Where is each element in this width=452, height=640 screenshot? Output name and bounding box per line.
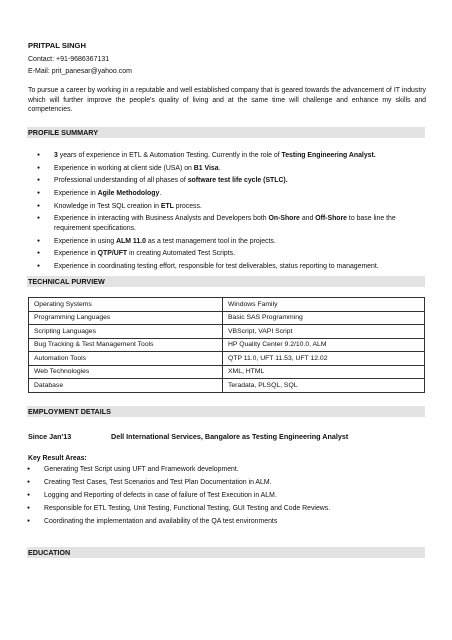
kra-item: ● Coordinating the implementation and availability of the QA test environments — [28, 517, 418, 527]
kra-item: ● Creating Test Cases, Test Scenarios and Test Plan Documentation in ALM. — [28, 478, 418, 488]
summary-emphasis: software test life cycle (STLC). — [187, 177, 288, 185]
table-row — [29, 379, 425, 393]
key-result-areas-list — [28, 465, 418, 529]
summary-text: . — [159, 190, 162, 198]
summary-text: Professional understanding of all phases of — [54, 177, 188, 185]
summary-text: and — [299, 215, 316, 223]
table-row — [29, 338, 425, 352]
skill-value: XML, HTML — [223, 365, 425, 379]
summary-text: Experience in coordinating testing effort, responsible for test deliverables, status reporting to management. — [54, 263, 379, 271]
summary-emphasis: ETL — [160, 202, 174, 210]
skill-category: Bug Tracking & Test Management Tools — [29, 338, 223, 352]
key-result-areas-title: Key Result Areas: — [28, 455, 87, 462]
summary-text: process. — [173, 202, 202, 210]
summary-text: years of experience in ETL & Automation Testing. Currently in the role of — [57, 152, 282, 159]
summary-emphasis: 3 — [54, 152, 58, 159]
skill-value: QTP 11.0, UFT 11.53, UFT 12.02 — [223, 352, 425, 366]
summary-text: as a test management tool in the projects. — [145, 237, 276, 245]
section-header-technical-purview: TECHNICAL PURVIEW — [27, 276, 425, 287]
employment-period: Since Jan'13 — [28, 432, 72, 441]
skill-value: Windows Family — [223, 298, 425, 312]
skill-value: VBScript, VAPI Script — [223, 325, 425, 339]
kra-item: ● Responsible for ETL Testing, Unit Testing, Functional Testing, GUI Testing and Code Reviews. — [28, 504, 418, 514]
candidate-name: PRITPAL SINGH — [28, 41, 86, 50]
summary-emphasis: On-Shore — [268, 215, 300, 223]
skill-category: Programming Languages — [29, 311, 223, 325]
summary-emphasis: Agile Methodology — [97, 190, 160, 198]
summary-emphasis: ALM 11.0 — [116, 237, 146, 245]
section-header-profile-summary: PROFILE SUMMARY — [27, 127, 425, 138]
summary-emphasis: B1 Visa — [193, 164, 219, 172]
summary-text: Experience in working at client side (USA) on — [54, 164, 194, 172]
kra-item: ● Logging and Reporting of defects in case of failure of Test Execution in ALM. — [28, 491, 418, 501]
career-objective: To pursue a career by working in a reputable and well established company that is geared towards the advancement of IT industry which will further improve the people's quality of living and at the same time will challenge and enhance my skills and competencies. — [28, 87, 426, 114]
contact-phone: Contact: +91-9686367131 — [28, 56, 110, 63]
table-row — [29, 365, 425, 379]
summary-item — [38, 249, 410, 259]
summary-text: Experience in — [54, 190, 98, 198]
summary-text: to base line the requirement specifications. — [54, 215, 396, 233]
skill-value: HP Quality Center 9.2/10.0, ALM — [223, 338, 425, 352]
summary-item — [38, 151, 410, 161]
summary-emphasis: QTP/UFT — [97, 250, 128, 258]
table-row — [29, 298, 425, 312]
contact-email: E-Mail: prit_panesar@yahoo.com — [28, 67, 132, 75]
summary-text: Experience in interacting with Business Analysts and Developers both — [54, 215, 269, 223]
skill-value: Teradata, PLSQL, SQL — [223, 379, 425, 393]
contact-block — [28, 54, 132, 77]
skill-category: Operating Systems — [29, 298, 223, 312]
summary-text: Knowledge in Test SQL creation in — [54, 202, 161, 210]
employment-company: Dell International Services, Bangalore as Testing Engineering Analyst — [111, 432, 349, 441]
summary-text: in creating Automated Test Scripts. — [127, 250, 236, 258]
summary-text: . — [218, 164, 221, 172]
table-row — [29, 352, 425, 366]
summary-emphasis: Testing Engineering Analyst. — [281, 152, 376, 159]
summary-emphasis: Off-Shore — [315, 215, 348, 223]
skill-category: Scripting Languages — [29, 325, 223, 339]
skill-category: Automation Tools — [29, 352, 223, 366]
kra-item: ● Generating Test Script using UFT and Framework development. — [28, 465, 418, 475]
table-row — [29, 311, 425, 325]
section-header-employment-details: EMPLOYMENT DETAILS — [27, 406, 425, 417]
summary-item — [38, 262, 410, 272]
summary-item — [38, 237, 410, 247]
summary-text: Experience in — [54, 250, 98, 258]
summary-item — [38, 214, 410, 233]
summary-item — [38, 202, 410, 212]
summary-text: Experience in using — [54, 237, 117, 245]
section-header-education: EDUCATION — [27, 547, 425, 558]
skill-category: Web Technologies — [29, 365, 223, 379]
skill-value: Basic SAS Programming — [223, 311, 425, 325]
summary-item — [38, 164, 410, 174]
table-row — [29, 325, 425, 339]
summary-item — [38, 189, 410, 199]
skill-category: Database — [29, 379, 223, 393]
technical-purview-table — [28, 297, 425, 393]
summary-item — [38, 176, 410, 186]
profile-summary-list — [38, 151, 410, 275]
